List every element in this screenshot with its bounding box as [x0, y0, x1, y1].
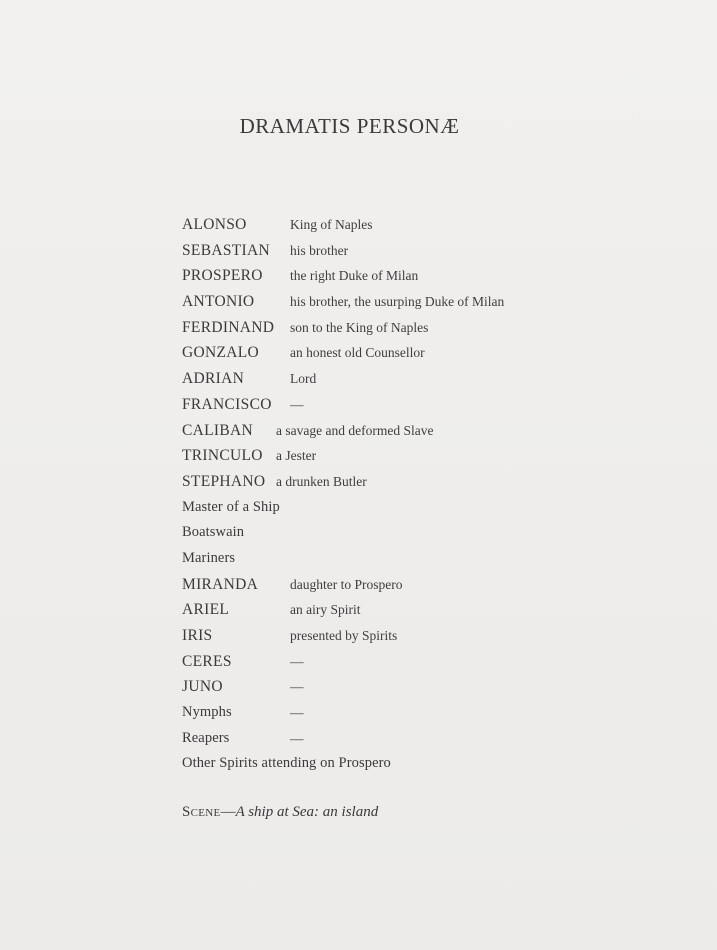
character-name: SEBASTIAN [182, 241, 270, 259]
cast-row [182, 315, 622, 341]
cast-row [182, 572, 622, 598]
cast-row [182, 366, 622, 392]
character-description: a savage and deformed Slave [276, 422, 434, 438]
cast-row [182, 623, 622, 649]
cast-row [182, 700, 622, 726]
character-description: his brother [290, 242, 349, 258]
character-name: ALONSO [182, 216, 247, 233]
character-description: the right Duke of Milan [290, 268, 419, 284]
character-name: Nymphs [182, 704, 232, 721]
character-description: a drunken Butler [276, 473, 367, 489]
cast-row [182, 649, 622, 675]
character-description: an airy Spirit [290, 602, 361, 618]
character-description: daughter to Prospero [290, 576, 403, 592]
character-name: MIRANDA [182, 575, 259, 593]
character-name: JUNO [182, 678, 223, 696]
character-description: his brother, the usurping Duke of Milan [290, 294, 505, 310]
cast-row [182, 674, 622, 700]
character-description: an honest old Counsellor [290, 345, 425, 361]
page-title: DRAMATIS PERSONÆ [239, 114, 460, 138]
scene-text: A ship at Sea: an island [235, 804, 379, 820]
character-description: — [290, 396, 304, 412]
character-description: — [290, 653, 304, 669]
character-name: STEPHANO [182, 472, 266, 490]
scene-dash: — [220, 804, 236, 820]
character-description: King of Naples [290, 217, 373, 232]
character-name: ANTONIO [182, 293, 255, 311]
character-name: Master of a Ship [182, 498, 280, 515]
cast-row [182, 469, 622, 495]
cast-row [182, 751, 622, 777]
character-name: TRINCULO [182, 447, 263, 465]
character-name: ADRIAN [182, 370, 245, 388]
cast-row [182, 443, 622, 469]
character-description: — [290, 705, 304, 721]
cast-row [182, 238, 622, 264]
character-name: Mariners [182, 549, 236, 566]
character-name: IRIS [182, 627, 213, 644]
cast-row [182, 418, 622, 444]
character-description: — [290, 730, 304, 746]
character-name: Boatswain [182, 524, 245, 541]
character-name: Other Spirits attending on Prospero [182, 755, 391, 772]
character-name: GONZALO [182, 344, 260, 362]
character-name: ARIEL [182, 601, 230, 619]
character-description: son to the King of Naples [290, 319, 429, 335]
cast-row [182, 597, 622, 623]
character-name: CALIBAN [182, 421, 253, 439]
character-name: FRANCISCO [182, 395, 272, 413]
cast-row [182, 726, 622, 752]
character-description: presented by Spirits [290, 628, 398, 643]
cast-row [182, 263, 622, 289]
cast-row [182, 392, 622, 418]
cast-row [182, 340, 622, 366]
character-name: Reapers [182, 729, 230, 746]
cast-row [182, 289, 622, 315]
cast-row [182, 212, 622, 238]
character-name: CERES [182, 652, 232, 670]
cast-row [182, 546, 622, 572]
character-name: PROSPERO [182, 267, 263, 285]
scene-label: Scene [182, 804, 221, 820]
scene-line [182, 804, 378, 821]
character-name: FERDINAND [182, 318, 275, 336]
character-description: Lord [290, 371, 317, 387]
cast-list [182, 212, 622, 777]
character-description: a Jester [276, 448, 317, 464]
character-description: — [290, 679, 304, 695]
cast-row [182, 495, 622, 521]
cast-row [182, 520, 622, 546]
